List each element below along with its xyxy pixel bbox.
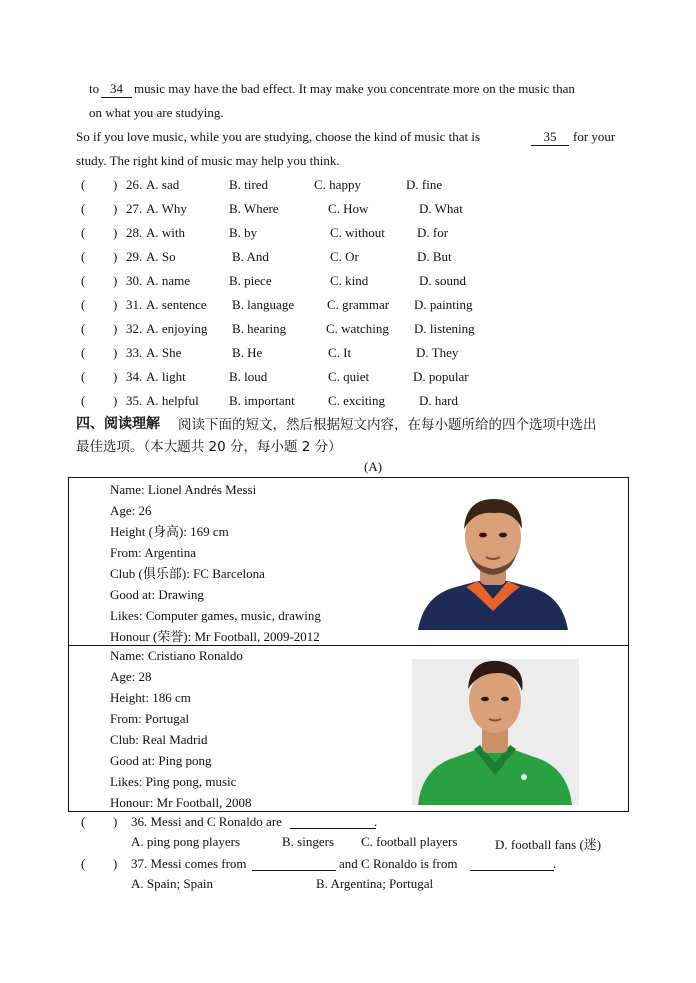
answer-paren-close: ) [113, 225, 118, 240]
option-d: D. But [417, 249, 452, 264]
answer-blank [470, 856, 557, 871]
question-number: 32. [126, 321, 143, 336]
cloze-row [0, 273, 696, 293]
option-a: A. sad [146, 177, 180, 192]
player-good-at: Good at: Drawing [110, 587, 204, 602]
option-d: D. painting [414, 297, 473, 312]
option-d: D. listening [414, 321, 475, 336]
answer-paren-open: ( [81, 201, 86, 216]
answer-paren-open: ( [81, 814, 86, 829]
option-c: C. It [328, 345, 352, 360]
passage-text: for your [573, 129, 616, 144]
player-name: Name: Lionel Andrés Messi [110, 482, 257, 497]
answer-blank [290, 814, 376, 829]
player-height: Height (身高): 169 cm [110, 524, 229, 539]
player-likes: Likes: Computer games, music, drawing [110, 608, 321, 623]
passage-line-4 [0, 153, 696, 173]
cloze-row [0, 345, 696, 365]
option-b: B. hearing [232, 321, 287, 336]
player-card-ronaldo [68, 644, 629, 812]
option-b: B. important [229, 393, 295, 408]
answer-paren-open: ( [81, 177, 86, 192]
passage-line-2 [0, 105, 696, 125]
player-club: Club (俱乐部): FC Barcelona [110, 566, 265, 581]
option-a: A. Why [146, 201, 187, 216]
question-stem: 37. Messi comes from [131, 856, 247, 871]
answer-paren-close: ) [113, 814, 118, 829]
player-honour: Honour: Mr Football, 2008 [110, 795, 252, 810]
answer-paren-close: ) [113, 321, 118, 336]
question-number: 26. [126, 177, 143, 192]
answer-paren-open: ( [81, 273, 86, 288]
answer-paren-open: ( [81, 369, 86, 384]
option-c: C. without [330, 225, 385, 240]
question-end: . [553, 856, 557, 871]
option-a: A. She [146, 345, 182, 360]
cloze-row [0, 177, 696, 197]
option-d: D. sound [419, 273, 466, 288]
question-mid: and C Ronaldo is from [339, 856, 458, 871]
answer-paren-close: ) [113, 345, 118, 360]
cloze-row [0, 225, 696, 245]
answer-paren-open: ( [81, 225, 86, 240]
player-name: Name: Cristiano Ronaldo [110, 648, 243, 663]
question-number: 29. [126, 249, 143, 264]
option-d: D. football fans (迷) [495, 837, 602, 852]
answer-paren-close: ) [113, 856, 118, 871]
player-info [110, 645, 252, 813]
option-b: B. Argentina; Portugal [316, 876, 434, 891]
passage-text: on what you are studying. [89, 105, 224, 120]
section-title: 四、阅读理解 [76, 416, 160, 432]
option-b: B. loud [229, 369, 268, 384]
section-instruction: 阅读下面的短文，然后根据短文内容，在每小题所给的四个选项中选出 [178, 417, 597, 433]
answer-paren-open: ( [81, 321, 86, 336]
answer-paren-close: ) [113, 177, 118, 192]
answer-paren-open: ( [81, 249, 86, 264]
answer-paren-close: ) [113, 273, 118, 288]
passage-line-1 [0, 81, 696, 101]
answer-paren-close: ) [113, 201, 118, 216]
option-a: A. light [146, 369, 186, 384]
passage-text: So if you love music, while you are studying, choose the kind of music that is [76, 129, 481, 144]
passage-text: study. The right kind of music may help you think. [76, 153, 340, 168]
player-age: Age: 28 [110, 669, 152, 684]
question-stem: 36. Messi and C Ronaldo are [131, 814, 282, 829]
question-37 [0, 856, 696, 876]
player-likes: Likes: Ping pong, music [110, 774, 237, 789]
question-number: 35. [126, 393, 143, 408]
cloze-row [0, 369, 696, 389]
answer-paren-close: ) [113, 249, 118, 264]
section-heading-2 [0, 435, 696, 455]
cloze-row [0, 297, 696, 317]
option-c: C. grammar [327, 297, 390, 312]
player-club: Club: Real Madrid [110, 732, 208, 747]
player-info [110, 479, 321, 647]
answer-paren-close: ) [113, 369, 118, 384]
messi-photo [416, 495, 570, 630]
player-age: Age: 26 [110, 503, 152, 518]
option-b: B. He [232, 345, 263, 360]
answer-paren-open: ( [81, 393, 86, 408]
question-number: 33. [126, 345, 143, 360]
passage-text: music may have the bad effect. It may make you concentrate more on the music than [134, 81, 575, 96]
option-c: C. happy [314, 177, 361, 192]
option-c: C. kind [330, 273, 369, 288]
answer-paren-open: ( [81, 856, 86, 871]
option-a: A. So [146, 249, 176, 264]
cloze-row [0, 393, 696, 413]
cloze-row [0, 321, 696, 341]
ronaldo-photo [412, 659, 579, 805]
passage-line-3 [0, 129, 696, 149]
option-b: B. language [232, 297, 295, 312]
option-c: C. watching [326, 321, 389, 336]
option-d: D. for [417, 225, 449, 240]
option-b: B. piece [229, 273, 272, 288]
answer-paren-open: ( [81, 297, 86, 312]
answer-paren-open: ( [81, 345, 86, 360]
option-b: B. tired [229, 177, 268, 192]
blank-35: 35 [531, 129, 569, 146]
passage-text: to [89, 81, 100, 96]
option-c: C. football players [361, 834, 458, 849]
option-d: D. popular [413, 369, 469, 384]
question-36-options [0, 834, 696, 854]
option-c: C. Or [330, 249, 359, 264]
option-a: A. Spain; Spain [131, 876, 213, 891]
option-a: A. helpful [146, 393, 199, 408]
passage-label-a: (A) [364, 459, 383, 474]
question-number: 28. [126, 225, 143, 240]
option-c: C. exciting [328, 393, 386, 408]
option-c: C. How [328, 201, 369, 216]
player-good-at: Good at: Ping pong [110, 753, 212, 768]
question-37-options [0, 876, 696, 896]
option-d: D. fine [406, 177, 443, 192]
section-heading [0, 413, 696, 433]
answer-paren-close: ) [113, 393, 118, 408]
section-instruction-2: 最佳选项。（本大题共 20 分，每小题 2 分） [76, 439, 342, 455]
option-d: D. They [416, 345, 459, 360]
player-card-messi [68, 477, 629, 646]
player-from: From: Argentina [110, 545, 197, 560]
option-a: A. enjoying [146, 321, 208, 336]
option-a: A. ping pong players [131, 834, 241, 849]
cloze-row [0, 249, 696, 269]
option-c: C. quiet [328, 369, 370, 384]
option-a: A. name [146, 273, 191, 288]
cloze-row [0, 201, 696, 221]
option-a: A. sentence [146, 297, 207, 312]
option-d: D. hard [419, 393, 458, 408]
question-number: 31. [126, 297, 143, 312]
answer-paren-close: ) [113, 297, 118, 312]
question-number: 34. [126, 369, 143, 384]
option-d: D. What [419, 201, 463, 216]
player-from: From: Portugal [110, 711, 190, 726]
option-b: B. And [232, 249, 269, 264]
option-a: A. with [146, 225, 185, 240]
option-b: B. by [229, 225, 258, 240]
question-number: 30. [126, 273, 143, 288]
question-end: . [374, 814, 378, 829]
question-number: 27. [126, 201, 143, 216]
option-b: B. singers [282, 834, 334, 849]
question-36 [0, 814, 696, 834]
option-b: B. Where [229, 201, 279, 216]
answer-blank [252, 856, 336, 871]
player-height: Height: 186 cm [110, 690, 191, 705]
player-honour: Honour (荣誉): Mr Football, 2009-2012 [110, 629, 320, 644]
blank-34: 34 [101, 81, 132, 98]
